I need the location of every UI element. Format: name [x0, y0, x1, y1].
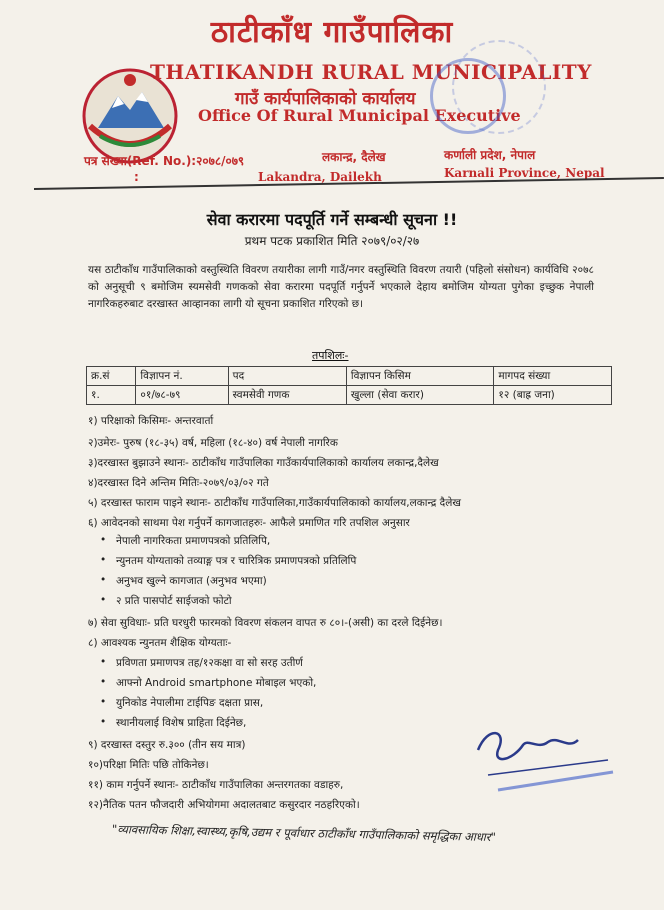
item-3: ३)दरखास्त बुझाउने स्थानः- ठाटीकाँध गाउँपालिका गाउँकार्यपालिकाको कार्यालय लकान्द्र,दैलेख — [88, 457, 439, 469]
col-adv-type: विज्ञापन किसिम — [346, 367, 494, 386]
col-adv-no: विज्ञापन नं. — [136, 367, 228, 386]
cell-adv-no: ०१/७८-७९ — [136, 386, 228, 405]
office-name-en: Office Of Rural Municipal Executive — [198, 106, 521, 125]
municipality-name-np: ठाटीकाँध गाउँपालिका — [210, 15, 454, 50]
item-8: ८) आवश्यक न्युनतम शैक्षिक योग्यताः- — [88, 637, 232, 649]
qualification-item: • प्रविणता प्रमाणपत्र तह/१२कक्षा वा सो सरह उतीर्ण — [116, 656, 303, 670]
province-np: कर्णाली प्रदेश, नेपाल — [444, 148, 536, 162]
col-sn: क्र.सं — [87, 367, 136, 386]
province-en: Karnali Province, Nepal — [444, 166, 605, 180]
item-6: ६) आवेदनको साथमा पेश गर्नुपर्ने कागजातहरुः- आफैले प्रमाणित गरि तपशिल अनुसार — [88, 517, 410, 529]
location-en: Lakandra, Dailekh — [258, 170, 382, 184]
item-12: १२)नैतिक पतन फौजदारी अभियोगमा अदालतबाट कसुरदार नठहरिएको। — [88, 799, 360, 811]
document-item: • नेपाली नागरिकता प्रमाणपत्रको प्रतिलिपि, — [116, 534, 270, 548]
item-2: २)उमेरः- पुरुष (१८-३५) वर्ष, महिला (१८-४०) वर्ष नेपाली नागरिक — [88, 437, 338, 449]
location-np: लकान्द्र, दैलेख — [322, 150, 386, 164]
office-name-np: गाउँ कार्यपालिकाको कार्यालय — [235, 89, 416, 109]
item-5: ५) दरखास्त फाराम पाइने स्थानः- ठाटीकाँध गाउँपालिका,गाउँकार्यपालिकाको कार्यालय,लकान्द्र दैलेख — [88, 497, 461, 509]
reference-number: पत्र संख्या(Ref. No.):२०७८/०७९ — [84, 154, 245, 168]
table-caption: तपशिलः- — [312, 349, 349, 362]
item-4: ४)दरखास्त दिने अन्तिम मितिः-२०७९/०३/०२ गते — [88, 477, 269, 489]
document-item: • अनुभव खुल्ने कागजात (अनुभव भएमा) — [116, 574, 267, 588]
notice-title: सेवा करारमा पदपूर्ति गर्ने सम्बन्धी सूचना !! — [206, 210, 458, 229]
vacancy-table — [86, 366, 612, 405]
stamp-mark-outer — [452, 40, 546, 134]
cell-post: स्वमसेवी गणक — [228, 386, 346, 405]
municipality-name-en: THATIKANDH RURAL MUNICIPALITY — [150, 60, 592, 84]
item-1: १) परिक्षाको किसिमः- अन्तरवार्ता — [88, 415, 214, 427]
motto: "व्यावसायिक शिक्षा,स्वास्थ्य,कृषि,उद्यम र पूर्वाधार ठाटीकाँध गाउँपालिकाको समृद्धिका आधार" — [111, 822, 496, 845]
item-10: १०)परिक्षा मितिः पछि तोकिनेछ। — [88, 759, 209, 771]
qualification-item: • युनिकोड नेपालीमा टाईपिङ दक्षता प्रास, — [116, 696, 263, 710]
item-7: ७) सेवा सुविधाः- प्रति घरधुरी फारमको विवरण संकलन वापत रु ८०।-(असी) का दरले दिईनेछ। — [88, 617, 443, 629]
signature-stamp — [468, 720, 618, 800]
item-9: ९) दरखास्त दस्तुर रु.३०० (तीन सय मात्र) — [88, 739, 246, 751]
cell-sn: १. — [87, 386, 136, 405]
table-row — [87, 386, 612, 405]
item-11: ११) काम गर्नुपर्ने स्थानः- ठाटीकाँध गाउँपालिका अन्तरगतका वडाहरु, — [88, 779, 344, 791]
cell-demand: १२ (बाह्र जना) — [494, 386, 612, 405]
qualification-item: • स्थानीयलाई विशेष प्राहिता दिईनेछ, — [116, 716, 246, 730]
document-item: • न्युनतम योग्यताको तव्याङ्ग पत्र र चारित्रिक प्रमाणपत्रको प्रतिलिपि — [116, 554, 356, 568]
cell-adv-type: खुल्ला (सेवा करार) — [346, 386, 494, 405]
qualification-item: • आफ्नो Android smartphone मोबाइल भएको, — [116, 676, 316, 690]
publish-date: प्रथम पटक प्रकाशित मिति २०७९/०२/२७ — [244, 234, 420, 248]
document-item: • २ प्रति पासपोर्ट साईजको फोटो — [116, 594, 232, 608]
table-header-row — [87, 367, 612, 386]
reference-colon: : — [134, 170, 139, 184]
intro-paragraph: यस ठाटीकाँध गाउँपालिकाको वस्तुस्थिति विवरण तयारीका लागी गाउँ/नगर वस्तुस्थिति विवरण तयारी (पहिलो संसोधन) कार्यविधि २०७८ को अनुसूची ९ बमोजिम स्यमसेवी गणकको सेवा करारमा पदपूर्ति गर्नुपर्ने भएकाले देहाय बमोजिम योग्यता पुगेका इच्छुक नेपाली नागरिकहरुबाट दरखास्त आव्हानका लागी यो सूचना प्रकाशित गरिएको छ। — [88, 264, 594, 310]
col-demand: मागपद संख्या — [494, 367, 612, 386]
col-post: पद — [228, 367, 346, 386]
